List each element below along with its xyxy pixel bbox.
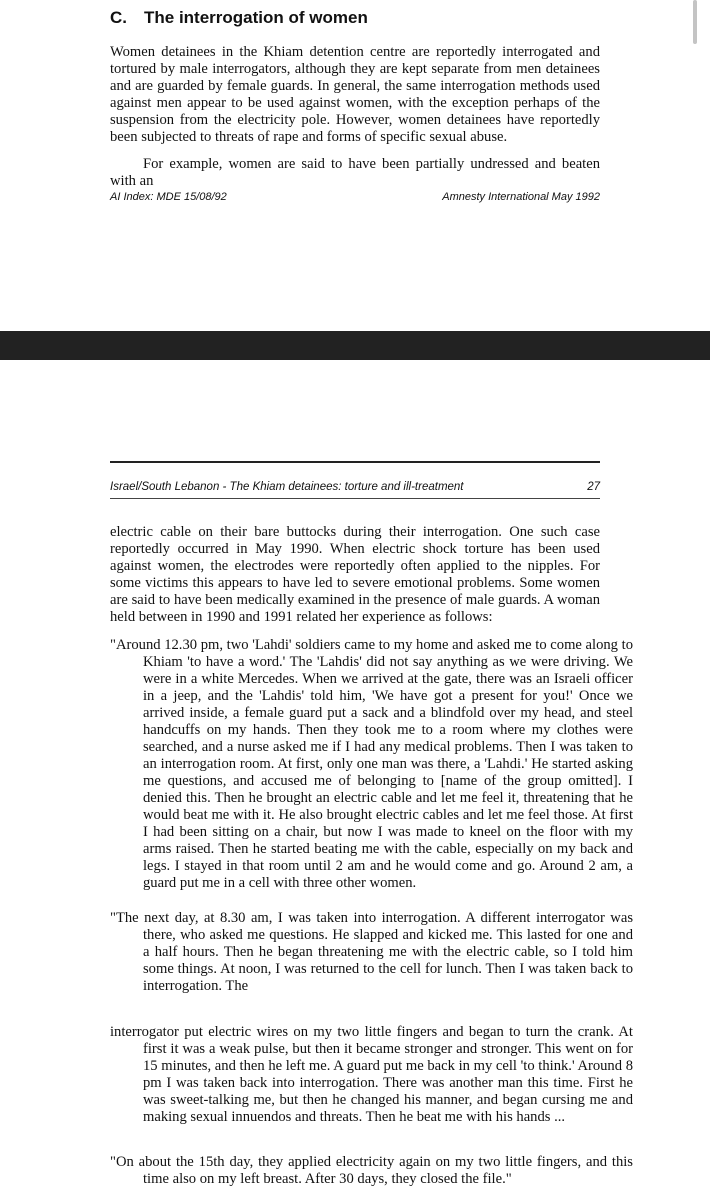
page2-header [110, 481, 600, 493]
scrollbar[interactable] [693, 0, 697, 44]
testimony-quote-2-continued: interrogator put electric wires on my two little fingers and began to turn the crank. At first it was a weak pulse, but then it became stronger and stronger. This went on for 15 minutes, and then he left me. A guard put me back in my cell 'to think.' Around 8 pm I was taken back into interrogation. There was another man this time. First he was sweet-talking me, but then he changed his manner, and began cursing me and making sexual innuendos and threats. Then he beat me with his hands ... [110, 1024, 633, 1125]
running-title: Israel/South Lebanon - The Khiam detainees: torture and ill-treatment [110, 481, 464, 493]
section-number: C. [110, 8, 127, 27]
testimony-quote-1: "Around 12.30 pm, two 'Lahdi' soldiers came to my home and asked me to come along to Khiam 'to have a word.' The 'Lahdis' did not say anything as we were driving. We were in a white Mercedes. When we arrived at the gate, there was an Israeli officer in a jeep, and the 'Lahdis' told him, 'We have got a present for you!' Once we arrived inside, a female guard put a sack and a blindfold over my head, and steel handcuffs on my hands. Then they took me to a room where my clothes were searched, and a nurse asked me if I had any medical problems. Then I was taken to an interrogation room. At first, only one man was there, a 'Lahdi.' He started asking me questions, and accused me of belonging to [name of the group omitted]. I denied this. Then he brought an electric cable and let me feel it, threatening that he would beat me with it. He also brought electric cables and let me feel those. At first I had been sitting on a chair, but now I was made to kneel on the floor with my arms raised. Then he started beating me with the cable, especially on my back and legs. I stayed in that room until 2 am and he would come and go. Around 2 am, a guard put me in a cell with three other women. [110, 637, 633, 891]
page-break [0, 331, 710, 360]
header-rule [110, 461, 600, 463]
page1-paragraph-2: For example, women are said to have been partially undressed and beaten with an [110, 156, 600, 189]
testimony-quote-2: "The next day, at 8.30 am, I was taken into interrogation. A different interrogator was there, who asked me questions. He slapped and kicked me. This lasted for one and a half hours. Then he began threatening me with the electric cable, so I told him some things. At noon, I was returned to the cell for lunch. Then I was taken back to interrogation. The [110, 910, 633, 994]
page2-paragraph-1: electric cable on their bare buttocks during their interrogation. One such case reportedly occurred in May 1990. When electric shock torture has been used against women, the electrodes were reportedly often applied to the nipples. For some victims this appears to have led to severe emotional problems. Some women are said to have been medically examined in the presence of male guards. A woman held between in 1990 and 1991 related her experience as follows: [110, 524, 600, 625]
page1-footer [110, 191, 600, 203]
footer-publisher: Amnesty International May 1992 [442, 191, 600, 203]
page1-paragraph-1: Women detainees in the Khiam detention centre are reportedly interrogated and tortured by male interrogators, although they are kept separate from men detainees and are guarded by female guards. In general, the same interrogation methods used against men appear to be used against women, with the exception perhaps of the suspension from the electricity pole. However, women detainees have reportedly been subjected to threats of rape and forms of specific sexual abuse. [110, 44, 600, 145]
section-title: The interrogation of women [144, 8, 368, 27]
testimony-quote-3: "On about the 15th day, they applied electricity again on my two little fingers, and this time also on my left breast. After 30 days, they closed the file." [110, 1154, 633, 1187]
section-heading [110, 8, 368, 28]
header-rule-bottom [110, 498, 600, 499]
footer-index: AI Index: MDE 15/08/92 [110, 191, 227, 203]
page-number: 27 [587, 481, 600, 493]
